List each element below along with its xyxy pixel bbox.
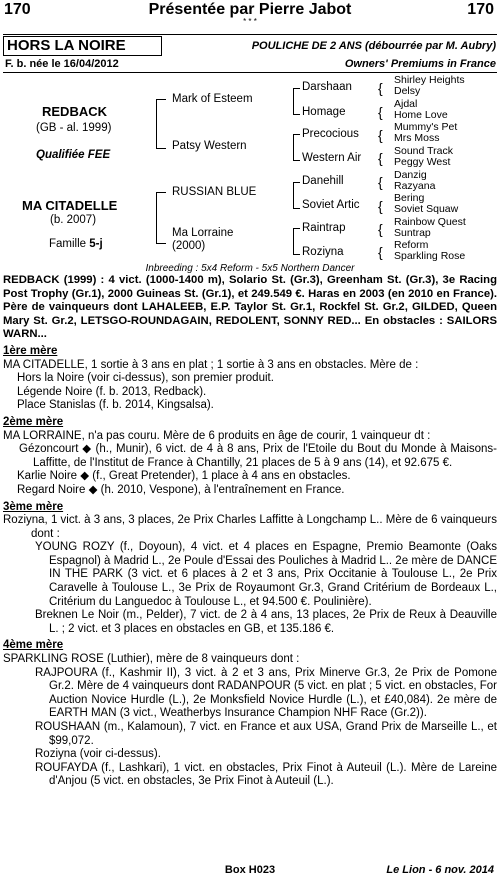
g1-ma-lorraine-year: (2000) bbox=[172, 240, 206, 252]
m4-item: RAJPOURA (f., Kashmir II), 3 vict. à 2 et 3 ans, Prix Minerve Gr.3, 2e Prix de Pomone Gr.2. Mère de 4 vainqueurs dont RADANPOUR (5 vict. en plat ; 5 vict. en obstacles, For Auction Novice Hurdle (L.), 2e Monksfield Novice Hurdle (L.), et £40,084). 2e mère de EARTH MAN (3 vict., Weatherbys Insurance Champion NHF Race (Gr.2)). bbox=[35, 666, 497, 720]
horse-type: POULICHE DE 2 ANS (débourrée par M. Aubry) bbox=[251, 40, 496, 52]
rule-mid bbox=[3, 72, 497, 73]
g2-1: Homage bbox=[302, 106, 346, 118]
m3-item: YOUNG ROZY (f., Doyoun), 4 vict. et 4 places en Espagne, Premio Beamonte (Oaks Espagnol) à Madrid L., 2e Poule d'Essai des Pouliches à Madrid L.. 2e mère de DANCE IN THE PARK (3 vict. et 6 places à 2 et 3 ans, Prix Occitanie à Toulouse L., 2e Prix Caravelle à Toulouse L., 3e Prix de Royaumont Gr.3, Grand Critérium de Bordeaux L., Critérium du Languedoc à Toulouse L., et 94.500 €. Poulinière). bbox=[35, 541, 497, 608]
g3-1: Delsy bbox=[394, 85, 421, 97]
sale-location-date: Le Lion - 6 nov. 2014 bbox=[386, 864, 494, 876]
page-footer bbox=[0, 864, 500, 878]
g3-7: Peggy West bbox=[394, 156, 451, 168]
m1-heading: 1ère mère bbox=[3, 344, 58, 357]
g2-0: Darshaan bbox=[302, 81, 352, 93]
m2-heading: 2ème mère bbox=[3, 415, 64, 428]
sire-paragraph: REDBACK (1999) : 4 vict. (1000-1400 m), Solario St. (Gr.3), Greenham St. (Gr.3), 3e Racing Post Trophy (Gr.1), 2000 Guineas St. (Gr.1), et 249.549 €. Haras en 2003 (en 2010 en France). Père de vainqueurs dont LAHALEEB, E.P. Taylor St. Gr.1, Rockfel St. Gr.2, GILDED, Queen Mary St. Gr.2, LETSGO-ROUNDAGAIN, REDOLENT, SONNY RED... En obstacles : SAILORS WARN... bbox=[3, 274, 497, 341]
m4-item: Roziyna (voir ci-dessus). bbox=[35, 748, 161, 761]
g3-4: Mummy's Pet bbox=[394, 121, 458, 133]
g3-8: Danzig bbox=[394, 169, 427, 181]
g2-6: Raintrap bbox=[302, 222, 346, 234]
g3-12: Rainbow Quest bbox=[394, 216, 466, 228]
curly-2: { bbox=[378, 104, 383, 120]
g3-9: Razyana bbox=[394, 180, 436, 192]
g3-15: Sparkling Rose bbox=[394, 250, 466, 262]
g1-patsy-western: Patsy Western bbox=[172, 140, 247, 152]
horse-name: HORS LA NOIRE bbox=[7, 37, 126, 54]
header-stars: * * * bbox=[243, 17, 257, 26]
horse-name-box bbox=[3, 36, 162, 56]
g3-0: Shirley Heights bbox=[394, 74, 465, 86]
g1-ma-lorraine: Ma Lorraine bbox=[172, 227, 234, 239]
m2-item: Regard Noire ◆ (h. 2010, Vespone), à l'entraînement en France. bbox=[17, 483, 345, 496]
owners-premiums: Owners' Premiums in France bbox=[344, 58, 496, 70]
g3-6: Sound Track bbox=[394, 145, 453, 157]
g1-russian-blue: RUSSIAN BLUE bbox=[172, 186, 257, 198]
curly-5: { bbox=[378, 174, 383, 190]
g3-10: Bering bbox=[394, 192, 425, 204]
lot-number-left: 170 bbox=[4, 1, 31, 18]
box-number: Box H023 bbox=[224, 864, 276, 876]
dam-name: MA CITADELLE bbox=[22, 198, 118, 213]
g3-14: Reform bbox=[394, 239, 429, 251]
m2-item: Gézoncourt ◆ (h., Munir), 6 vict. de 4 à 8 ans, Prix de l'Etoile du Bout du Monde à Maisons-Laffitte, de l'Institut de France à Chantilly, 21 places de 5 à 9 ans (14), et 92.675 €. bbox=[19, 443, 497, 469]
m3-heading: 3ème mère bbox=[3, 500, 64, 513]
m4-item: ROUSHAAN (m., Kalamoun), 7 vict. en France et aux USA, Grand Prix de Marseille L., et $99,072. bbox=[35, 721, 497, 747]
sire-info: (GB - al. 1999) bbox=[36, 122, 112, 134]
sire-name: REDBACK bbox=[42, 104, 107, 119]
bracket-g2-4 bbox=[293, 228, 300, 255]
inbreeding: Inbreeding : 5x4 Reform - 5x5 Northern Dancer bbox=[145, 263, 355, 274]
m1-item: Hors la Noire (voir ci-dessus), son premier produit. bbox=[17, 372, 274, 385]
m2-item: Karlie Noire ◆ (f., Great Pretender), 1 place à 4 ans en obstacles. bbox=[17, 470, 351, 483]
m3-intro: Roziyna, 1 vict. à 3 ans, 3 places, 2e Prix Charles Laffitte à Longchamp L.. Mère de 6 vainqueurs dont : bbox=[3, 514, 497, 540]
curly-6: { bbox=[378, 198, 383, 214]
curly-8: { bbox=[378, 244, 383, 260]
lot-number-right: 170 bbox=[467, 1, 494, 18]
m3-item: Breknen Le Noir (m., Pelder), 7 vict. de 2 à 4 ans, 13 places, 2e Prix de Reux à Deauville L. ; 2 vict. et 3 places en obstacles en GB, et 135.186 €. bbox=[35, 609, 497, 635]
sire-note: Qualifiée FEE bbox=[36, 149, 111, 161]
bracket-g2-2 bbox=[293, 134, 300, 161]
g2-7: Roziyna bbox=[302, 246, 344, 258]
dam-family: Famille 5-j bbox=[49, 238, 103, 250]
m1-item: Place Stanislas (f. b. 2014, Kingsalsa). bbox=[17, 399, 214, 412]
g3-13: Suntrap bbox=[394, 227, 431, 239]
curly-1: { bbox=[378, 80, 383, 96]
g2-5: Soviet Artic bbox=[302, 199, 360, 211]
bracket-g2-1 bbox=[293, 88, 300, 115]
bracket-g2-3 bbox=[293, 182, 300, 209]
g2-3: Western Air bbox=[302, 152, 362, 164]
m1-item: Légende Noire (f. b. 2013, Redback). bbox=[17, 385, 207, 398]
consignor-title: Présentée par Pierre Jabot bbox=[148, 1, 352, 18]
m4-intro: SPARKLING ROSE (Luthier), mère de 8 vainqueurs dont : bbox=[3, 653, 300, 666]
rule-top bbox=[3, 34, 497, 35]
g2-2: Precocious bbox=[302, 128, 359, 140]
curly-4: { bbox=[378, 150, 383, 166]
g3-5: Mrs Moss bbox=[394, 132, 440, 144]
bracket-dam bbox=[156, 192, 166, 244]
m4-item: ROUFAYDA (f., Lashkari), 1 vict. en obstacles, Prix Finot à Auteuil (L.). Mère de Lareine d'Anjou (5 vict. en obstacles, 3e Prix Finot à Auteuil (L.). bbox=[35, 761, 497, 788]
m4-heading: 4ème mère bbox=[3, 639, 64, 652]
g2-4: Danehill bbox=[302, 175, 344, 187]
bracket-sire bbox=[156, 99, 166, 149]
g1-mark-of-esteem: Mark of Esteem bbox=[172, 93, 253, 105]
curly-7: { bbox=[378, 221, 383, 237]
g3-11: Soviet Squaw bbox=[394, 203, 459, 215]
page-body bbox=[3, 274, 497, 789]
horse-birth: F. b. née le 16/04/2012 bbox=[5, 58, 119, 70]
m2-intro: MA LORRAINE, n'a pas couru. Mère de 6 produits en âge de courir, 1 vainqueur dt : bbox=[3, 429, 431, 442]
curly-3: { bbox=[378, 127, 383, 143]
g3-3: Home Love bbox=[394, 109, 448, 121]
dam-info: (b. 2007) bbox=[50, 214, 97, 226]
m1-intro: MA CITADELLE, 1 sortie à 3 ans en plat ; 1 sortie à 3 ans en obstacles. Mère de : bbox=[3, 358, 419, 371]
g3-2: Ajdal bbox=[394, 98, 418, 110]
